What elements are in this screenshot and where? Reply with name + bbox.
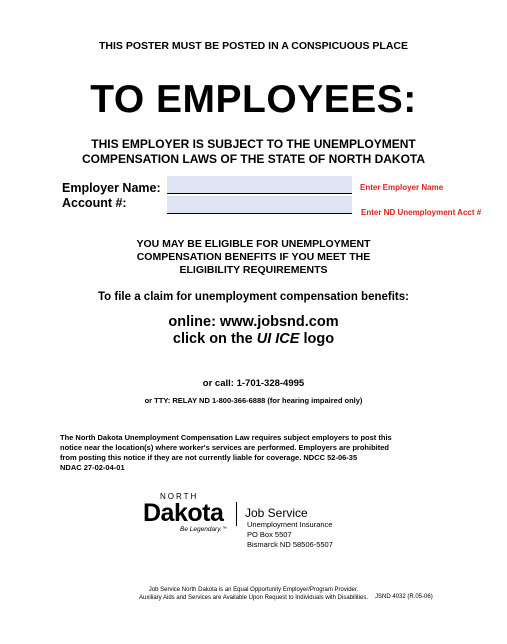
logo-north-text: NORTH	[160, 492, 199, 501]
click-suffix: logo	[299, 331, 335, 347]
law-notice	[60, 433, 450, 473]
eligibility-line-3: ELIGIBILITY REQUIREMENTS	[179, 264, 328, 276]
page-title: TO EMPLOYEES:	[90, 78, 417, 121]
logo-divider	[236, 502, 237, 526]
account-number-field[interactable]	[167, 196, 352, 214]
job-service-title: Job Service	[245, 506, 308, 520]
ui-ice-logo-text: UI ICE	[256, 331, 300, 347]
law-line-3: from posting this notice if they are not currently liable for coverage. NDCC 52-06-35	[60, 453, 358, 462]
employer-name-field[interactable]	[167, 176, 352, 194]
law-line-2: notice near the location(s) where worker's services are performed. Employers are prohibited	[60, 443, 389, 452]
file-claim-instruction: To file a claim for unemployment compensation benefits:	[98, 291, 409, 303]
eligibility-line-1: YOU MAY BE ELIGIBLE FOR UNEMPLOYMENT	[136, 238, 371, 250]
account-number-label: Account #:	[62, 196, 127, 210]
footer-line-1: Job Service North Dakota is an Equal Opportunity Employer/Program Provider.	[148, 587, 359, 593]
law-line-1: The North Dakota Unemployment Compensation Law requires subject employers to post this	[60, 433, 392, 442]
employer-name-hint: Enter Employer Name	[360, 183, 444, 192]
city-zip-text: Bismarck ND 58506-5507	[247, 540, 333, 549]
logo-tagline	[180, 526, 227, 533]
trademark-symbol: ™	[221, 526, 227, 532]
account-number-hint: Enter ND Unemployment Acct #	[361, 208, 482, 217]
po-box-text: PO Box 5507	[247, 530, 292, 539]
logo-tagline-text: Be Legendary.	[180, 526, 222, 533]
subject-line-2: COMPENSATION LAWS OF THE STATE OF NORTH DAKOTA	[81, 152, 426, 166]
employer-name-label: Employer Name:	[62, 181, 161, 195]
online-claim-link[interactable]: online: www.jobsnd.com	[168, 314, 339, 330]
posting-notice: THIS POSTER MUST BE POSTED IN A CONSPICUOUS PLACE	[98, 40, 408, 52]
click-prefix: click on the	[172, 331, 257, 347]
logo-dakota-text: Dakota	[143, 499, 224, 527]
subject-statement	[0, 137, 507, 167]
unemployment-insurance-text: Unemployment Insurance	[247, 520, 333, 529]
tty-number: or TTY: RELAY ND 1-800-366-6888 (for hearing impaired only)	[144, 396, 363, 405]
subject-line-1: THIS EMPLOYER IS SUBJECT TO THE UNEMPLOYMENT	[91, 137, 416, 151]
eligibility-line-2: COMPENSATION BENEFITS IF YOU MEET THE	[136, 251, 371, 263]
law-line-4: NDAC 27-02-04-01	[60, 463, 125, 472]
click-logo-instruction	[0, 331, 507, 347]
footer-line-2: Auxiliary Aids and Services are Available Upon Request to Individuals with Disabilities.	[138, 595, 368, 601]
eligibility-statement	[0, 238, 507, 277]
form-code: JSND 4032 (R.05-06)	[375, 594, 433, 600]
phone-number: or call: 1-701-328-4995	[202, 378, 305, 389]
